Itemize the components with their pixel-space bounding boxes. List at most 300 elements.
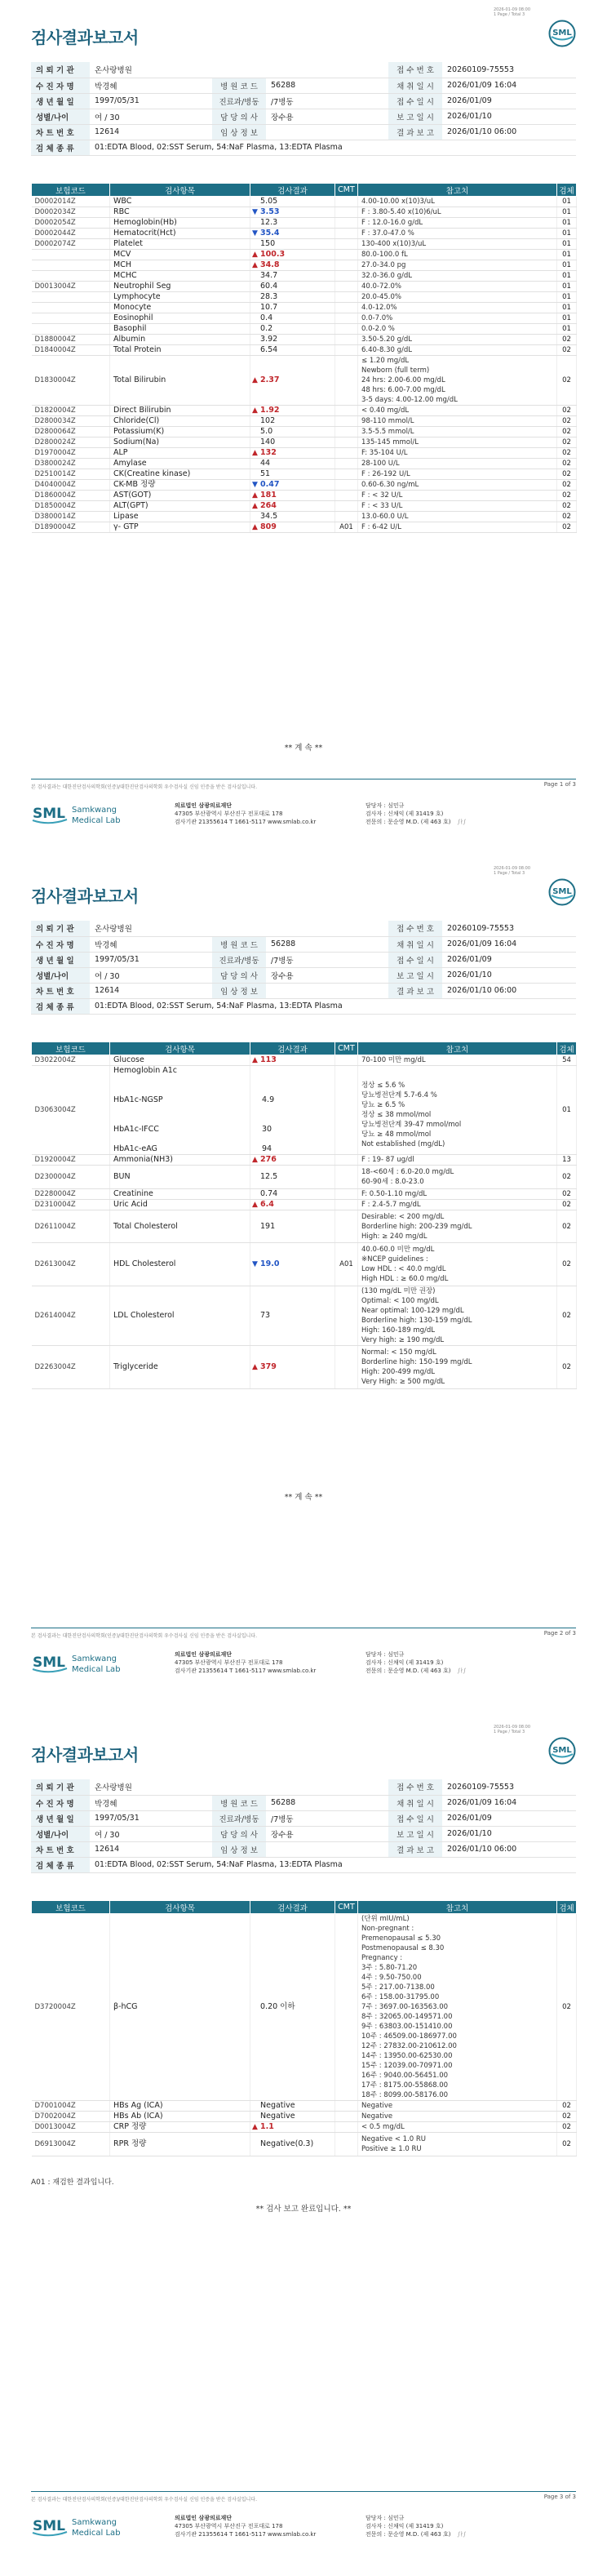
report-page xyxy=(0,0,607,859)
specimen-code: 01 xyxy=(557,303,577,313)
info-label: 결 과 보 고 xyxy=(388,983,442,998)
test-name: CK(Creatine kinase) xyxy=(110,469,250,480)
lab-row xyxy=(32,260,577,271)
info-label: 성별/나이 xyxy=(31,1826,90,1841)
high-arrow-icon: ▲ xyxy=(252,2123,258,2131)
specimen-code: 02 xyxy=(557,416,577,427)
insurance-code xyxy=(32,292,110,303)
print-stamp: 2026-01-09 08:00 1 Page / Total 3 xyxy=(493,866,530,876)
phone: 검사기관 21355614 T 1661-5117 www.smlab.co.kr xyxy=(175,1668,317,1674)
end-note: ** 검사 보고 완료입니다. ** xyxy=(255,2205,352,2214)
column-header: 검사결과 xyxy=(250,184,335,197)
insurance-code: D2614004Z xyxy=(32,1286,110,1346)
reference-range: (단위 mIU/mL) Non-pregnant : Premenopausal ≤ 5.30 Postmenopausal ≤ 8.30 Pregnancy : 3주 : 5.80-71.20 4주 : 9.50-750.00 5주 : 217.00-7138.00 6주 : 158.00-31795.00 7주 : 3697.00-163563.00 8주 : 32065.00-149571.00 9주 : 63803.00-151410.00 10주 : 46509.00-186977.00 12주 : 27832.00-210612.00 14주 : 13950.00-62530.00 15주 : 12039.00-70971.00 16주 : 9040.00-56451.00 17주 : 8175.00-55868.00 18주 : 8099.00-58176.00 xyxy=(358,1914,557,2101)
specimen-code: 02 xyxy=(557,1200,577,1210)
test-name: Uric Acid xyxy=(110,1200,250,1210)
reference-range: 28-100 U/L xyxy=(358,459,557,469)
specimen-code: 02 xyxy=(557,1243,577,1286)
insurance-code: D1920004Z xyxy=(32,1155,110,1166)
insurance-code: D2300004Z xyxy=(32,1166,110,1189)
specimen-code: 01 xyxy=(557,292,577,303)
info-label: 수 진 자 명 xyxy=(31,78,90,93)
page-title: 검사결과보고서 xyxy=(31,886,139,906)
insurance-code xyxy=(32,271,110,282)
reference-range: 6.40-8.30 g/dL xyxy=(358,345,557,356)
lab-row xyxy=(32,427,577,437)
phone: 검사기관 21355614 T 1661-5117 www.smlab.co.kr xyxy=(175,819,317,825)
info-label: 성별/나이 xyxy=(31,109,90,124)
test-result: 6.54 xyxy=(250,345,335,356)
specimen-code: 02 xyxy=(557,501,577,512)
column-header: 보험코드 xyxy=(32,184,110,197)
info-label: 수 진 자 명 xyxy=(31,936,90,952)
lab-row xyxy=(32,282,577,292)
reference-range: Negative xyxy=(358,2101,557,2112)
test-name: Ammonia(NH3) xyxy=(110,1155,250,1166)
test-name: BUN xyxy=(110,1166,250,1189)
test-result: 12.5 xyxy=(250,1166,335,1189)
cmt-code xyxy=(335,469,358,480)
test-result: 150 xyxy=(250,239,335,250)
cmt-code xyxy=(335,1346,358,1389)
insurance-code: D0013004Z xyxy=(32,282,110,292)
cmt-code xyxy=(335,345,358,356)
reference-range: 13.0-60.0 U/L xyxy=(358,512,557,522)
info-label: 임 상 정 보 xyxy=(212,983,266,998)
org-name: 의료법인 삼광의료재단 xyxy=(175,802,233,809)
lab-address xyxy=(175,802,316,826)
test-name: Neutrophil Seg xyxy=(110,282,250,292)
logo-text: SML xyxy=(552,1746,572,1755)
info-value: 장수용 xyxy=(266,1826,388,1841)
test-name: HBs Ag (ICA) xyxy=(110,2101,250,2112)
insurance-code: D1830004Z xyxy=(32,356,110,406)
lab-row xyxy=(32,345,577,356)
info-label: 병 원 코 드 xyxy=(212,78,266,93)
sml-logo-icon xyxy=(548,20,576,47)
page-title: 검사결과보고서 xyxy=(31,28,139,47)
info-value: 12614 xyxy=(90,983,212,998)
test-name: Direct Bilirubin xyxy=(110,406,250,416)
brand-bottom: Medical Lab xyxy=(72,816,121,825)
cmt-code xyxy=(335,480,358,491)
test-name: Triglyceride xyxy=(110,1346,250,1389)
staff-1: 담당자 : 심민규 xyxy=(366,802,405,809)
test-result: 28.3 xyxy=(250,292,335,303)
lab-row xyxy=(32,1189,577,1200)
lab-row xyxy=(32,1346,577,1389)
lab-row xyxy=(32,522,577,533)
info-value: 2026/01/09 16:04 xyxy=(442,1795,576,1810)
info-label: 검 체 종 류 xyxy=(31,998,90,1014)
specimen-code: 02 xyxy=(557,1189,577,1200)
info-label: 보 고 일 시 xyxy=(388,109,442,124)
low-arrow-icon: ▼ xyxy=(252,1260,258,1268)
cmt-code xyxy=(335,2133,358,2156)
cmt-code xyxy=(335,282,358,292)
high-arrow-icon: ▲ xyxy=(252,1201,258,1209)
lab-row xyxy=(32,229,577,239)
patient-info-table xyxy=(31,62,576,156)
reference-range: 98-110 mmol/L xyxy=(358,416,557,427)
insurance-code: D1890004Z xyxy=(32,522,110,533)
cmt-code xyxy=(335,2122,358,2133)
specimen-code: 02 xyxy=(557,1166,577,1189)
test-name: Chloride(Cl) xyxy=(110,416,250,427)
reference-range: F : 26-192 U/L xyxy=(358,469,557,480)
specimen-code: 02 xyxy=(557,1914,577,2101)
insurance-code: D1840004Z xyxy=(32,345,110,356)
samkwang-logo-icon xyxy=(31,2512,129,2542)
info-value: 장수용 xyxy=(266,109,388,124)
test-result: ▲ 100.3 xyxy=(250,250,335,260)
test-result: ▲ 809 xyxy=(250,522,335,533)
test-result: ▲ 34.8 xyxy=(250,260,335,271)
test-result: 60.4 xyxy=(250,282,335,292)
test-name: AST(GOT) xyxy=(110,491,250,501)
cmt-note: A01 : 재검한 결과입니다. xyxy=(31,2178,114,2187)
insurance-code: D1860004Z xyxy=(32,491,110,501)
cmt-code xyxy=(335,491,358,501)
info-value: 20260109-75553 xyxy=(442,921,576,936)
svg-text:SML: SML xyxy=(33,1654,65,1671)
test-result: 5.05 xyxy=(250,197,335,207)
lab-row xyxy=(32,218,577,229)
cmt-code xyxy=(335,2101,358,2112)
report-page xyxy=(0,859,607,1717)
print-stamp: 2026-01-09 08:00 1 Page / Total 3 xyxy=(493,7,530,17)
test-name: Sodium(Na) xyxy=(110,437,250,448)
page-footer xyxy=(31,800,576,829)
reference-range: F : 3.80-5.40 x(10)6/uL xyxy=(358,207,557,218)
staff-3: 전문의 : 문순영 M.D. (제 463 호) xyxy=(366,2531,451,2538)
staff-1: 담당자 : 심민규 xyxy=(366,2515,405,2521)
samkwang-logo-icon xyxy=(31,1649,129,1678)
lab-address xyxy=(175,1650,316,1675)
specimen-code: 02 xyxy=(557,1286,577,1346)
insurance-code xyxy=(32,260,110,271)
lab-row xyxy=(32,1055,577,1066)
cmt-code xyxy=(335,229,358,239)
cmt-code xyxy=(335,437,358,448)
specimen-types: 01:EDTA Blood, 02:SST Serum, 54:NaF Plasma, 13:EDTA Plasma xyxy=(90,1857,576,1872)
lab-row xyxy=(32,1166,577,1189)
lab-row xyxy=(32,480,577,491)
info-label: 접 수 일 시 xyxy=(388,93,442,109)
specimen-code: 01 xyxy=(557,218,577,229)
reference-range: 40.0-72.0% xyxy=(358,282,557,292)
info-label: 진료과/병동 xyxy=(212,952,266,967)
test-name: Lipase xyxy=(110,512,250,522)
insurance-code: D7001004Z xyxy=(32,2101,110,2112)
address: 47305 부산광역시 부산진구 전포대로 178 xyxy=(175,811,283,817)
staff-2: 검사자 : 신채익 (제 31419 호) xyxy=(366,811,444,817)
info-value: 여 / 30 xyxy=(90,967,212,983)
info-label: 접 수 일 시 xyxy=(388,1810,442,1826)
cmt-code xyxy=(335,512,358,522)
column-header: 검체 xyxy=(557,184,577,197)
disclaimer: 본 검사결과는 대한진단검사의학회(인증)/대한진단검사의학회 우수검사실 신임 인증을 받은 검사실입니다. xyxy=(31,779,576,790)
cmt-code xyxy=(335,1200,358,1210)
info-label: 검 체 종 류 xyxy=(31,140,90,155)
test-name: Lymphocyte xyxy=(110,292,250,303)
high-arrow-icon: ▲ xyxy=(252,1363,258,1371)
test-result: ▲ 6.4 xyxy=(250,1200,335,1210)
cmt-code xyxy=(335,271,358,282)
lab-row xyxy=(32,2122,577,2133)
info-label: 수 진 자 명 xyxy=(31,1795,90,1810)
test-name: CK-MB 정량 xyxy=(110,480,250,491)
specimen-code: 02 xyxy=(557,345,577,356)
high-arrow-icon: ▲ xyxy=(252,406,258,415)
lab-row xyxy=(32,2101,577,2112)
test-result: 0.2 xyxy=(250,324,335,335)
test-name: Potassium(K) xyxy=(110,427,250,437)
info-value: 장수용 xyxy=(266,967,388,983)
reference-range: ≤ 1.20 mg/dL Newborn (full term) 24 hrs: 2.00-6.00 mg/dL 48 hrs: 6.00-7.00 mg/dL 3-5 days: 4.00-12.00 mg/dL xyxy=(358,356,557,406)
test-name: RBC xyxy=(110,207,250,218)
lab-results-table xyxy=(31,1900,577,2156)
specimen-code: 02 xyxy=(557,512,577,522)
reference-range: 0.0-7.0% xyxy=(358,313,557,324)
info-value: 20260109-75553 xyxy=(442,1779,576,1795)
sml-logo-icon xyxy=(548,1737,576,1765)
lab-row xyxy=(32,501,577,512)
specimen-code: 02 xyxy=(557,2133,577,2156)
info-label: 접 수 번 호 xyxy=(388,1779,442,1795)
staff-2: 검사자 : 신채익 (제 31419 호) xyxy=(366,2523,444,2529)
low-arrow-icon: ▼ xyxy=(252,208,258,216)
info-label: 채 취 일 시 xyxy=(388,1795,442,1810)
cmt-code xyxy=(335,324,358,335)
high-arrow-icon: ▲ xyxy=(252,491,258,500)
reference-range: F: 0.50-1.10 mg/dL xyxy=(358,1189,557,1200)
lab-row xyxy=(32,356,577,406)
specimen-code: 02 xyxy=(557,2112,577,2122)
info-value xyxy=(266,124,388,140)
column-header: 검사항목 xyxy=(110,184,250,197)
page-number: Page 2 of 3 xyxy=(543,1630,576,1637)
staff-3: 전문의 : 문순영 M.D. (제 463 호) xyxy=(366,819,451,825)
lab-row xyxy=(32,1155,577,1166)
test-result: Negative xyxy=(250,2101,335,2112)
lab-row xyxy=(32,459,577,469)
column-header: 참고치 xyxy=(358,184,557,197)
insurance-code: D3720004Z xyxy=(32,1914,110,2101)
specimen-code: 13 xyxy=(557,1155,577,1166)
lab-row xyxy=(32,335,577,345)
lab-row xyxy=(32,1200,577,1210)
column-header: 검사항목 xyxy=(110,1901,250,1914)
address: 47305 부산광역시 부산진구 전포대로 178 xyxy=(175,2523,283,2529)
test-name: Creatinine xyxy=(110,1189,250,1200)
info-value: 2026/01/10 xyxy=(442,1826,576,1841)
test-result: 102 xyxy=(250,416,335,427)
reference-range: < 0.5 mg/dL xyxy=(358,2122,557,2133)
cmt-code xyxy=(335,501,358,512)
lab-row xyxy=(32,324,577,335)
insurance-code: D3800014Z xyxy=(32,512,110,522)
specimen-code: 02 xyxy=(557,459,577,469)
specimen-code: 01 xyxy=(557,260,577,271)
test-result: 73 xyxy=(250,1286,335,1346)
test-result: 34.5 xyxy=(250,512,335,522)
column-header: CMT xyxy=(335,1042,358,1055)
info-label: 의 뢰 기 관 xyxy=(31,1779,90,1795)
logo-text: SML xyxy=(552,887,572,896)
continue-note: ** 계 속 ** xyxy=(284,1493,323,1502)
reference-range: F : 2.4-5.7 mg/dL xyxy=(358,1200,557,1210)
test-name: Amylase xyxy=(110,459,250,469)
lab-row xyxy=(32,2133,577,2156)
info-value: 온사랑병원 xyxy=(90,921,212,936)
brand-bottom: Medical Lab xyxy=(72,2529,121,2538)
specimen-code: 01 xyxy=(557,229,577,239)
reference-range: 80.0-100.0 fL xyxy=(358,250,557,260)
test-name: γ- GTP xyxy=(110,522,250,533)
insurance-code: D0002014Z xyxy=(32,197,110,207)
reference-range: 4.00-10.00 x(10)3/uL xyxy=(358,197,557,207)
info-value: /7병동 xyxy=(266,952,388,967)
specimen-code: 02 xyxy=(557,1346,577,1389)
reference-range: Negative < 1.0 RU Positive ≥ 1.0 RU xyxy=(358,2133,557,2156)
info-value: 56288 xyxy=(266,936,388,952)
test-result: 10.7 xyxy=(250,303,335,313)
info-label: 의 뢰 기 관 xyxy=(31,62,90,78)
cmt-code: A01 xyxy=(335,522,358,533)
info-value: 2026/01/09 xyxy=(442,1810,576,1826)
column-header: CMT xyxy=(335,184,358,197)
specimen-code: 02 xyxy=(557,1210,577,1243)
high-arrow-icon: ▲ xyxy=(252,376,258,384)
reference-range: F : < 32 U/L xyxy=(358,491,557,501)
lab-row xyxy=(32,1286,577,1346)
specimen-code: 02 xyxy=(557,522,577,533)
high-arrow-icon: ▲ xyxy=(252,1056,258,1064)
high-arrow-icon: ▲ xyxy=(252,523,258,531)
specimen-code: 02 xyxy=(557,448,577,459)
test-name: Hemoglobin(Hb) xyxy=(110,218,250,229)
insurance-code xyxy=(32,313,110,324)
cmt-code xyxy=(335,218,358,229)
info-label: 병 원 코 드 xyxy=(212,1795,266,1810)
cmt-code: A01 xyxy=(335,1243,358,1286)
lab-row xyxy=(32,250,577,260)
test-name: ALP xyxy=(110,448,250,459)
test-result: ▼ 0.47 xyxy=(250,480,335,491)
lab-row xyxy=(32,1066,577,1155)
cmt-code xyxy=(335,1055,358,1066)
insurance-code: D2800034Z xyxy=(32,416,110,427)
test-result: 34.7 xyxy=(250,271,335,282)
info-value: /7병동 xyxy=(266,93,388,109)
cmt-code xyxy=(335,2112,358,2122)
reference-range: 27.0-34.0 pg xyxy=(358,260,557,271)
column-header: 검체 xyxy=(557,1042,577,1055)
info-label: 검 체 종 류 xyxy=(31,1857,90,1872)
high-arrow-icon: ▲ xyxy=(252,502,258,510)
test-result: ▲ 1.92 xyxy=(250,406,335,416)
insurance-code: D0002044Z xyxy=(32,229,110,239)
cmt-code xyxy=(335,335,358,345)
brand-top: Samkwang xyxy=(72,1654,117,1663)
info-label: 임 상 정 보 xyxy=(212,124,266,140)
test-name: MCHC xyxy=(110,271,250,282)
cmt-code xyxy=(335,1066,358,1155)
test-name: MCV xyxy=(110,250,250,260)
reference-range: 135-145 mmol/L xyxy=(358,437,557,448)
info-label: 진료과/병동 xyxy=(212,93,266,109)
specimen-code: 02 xyxy=(557,427,577,437)
reference-range: 32.0-36.0 g/dL xyxy=(358,271,557,282)
reference-range: 정상 ≤ 5.6 % 당뇨병전단계 5.7-6.4 % 당뇨 ≥ 6.5 % 정상 ≤ 38 mmol/mol 당뇨병전단계 39-47 mmol/mol 당뇨 ≥ 48 mmol/mol Not established (mg/dL) xyxy=(358,1066,557,1155)
info-label: 담 당 의 사 xyxy=(212,1826,266,1841)
info-value: 1997/05/31 xyxy=(90,952,212,967)
info-label: 보 고 일 시 xyxy=(388,967,442,983)
test-name: Basophil xyxy=(110,324,250,335)
insurance-code: D2800024Z xyxy=(32,437,110,448)
low-arrow-icon: ▼ xyxy=(252,229,258,238)
info-label: 진료과/병동 xyxy=(212,1810,266,1826)
info-label: 생 년 월 일 xyxy=(31,1810,90,1826)
cmt-code xyxy=(335,406,358,416)
test-result: 51 xyxy=(250,469,335,480)
high-arrow-icon: ▲ xyxy=(252,449,258,457)
reference-range: 0.0-2.0 % xyxy=(358,324,557,335)
info-value: 2026/01/09 xyxy=(442,952,576,967)
cmt-code xyxy=(335,197,358,207)
insurance-code: D2280004Z xyxy=(32,1189,110,1200)
cmt-code xyxy=(335,239,358,250)
lab-row xyxy=(32,416,577,427)
lab-results-table xyxy=(31,183,577,533)
reference-range: 4.0-12.0% xyxy=(358,303,557,313)
specimen-code: 01 xyxy=(557,271,577,282)
specimen-code: 02 xyxy=(557,480,577,491)
report-page xyxy=(0,1717,607,2576)
info-value: 2026/01/09 xyxy=(442,93,576,109)
test-name: Total Cholesterol xyxy=(110,1210,250,1243)
reference-range: 40.0-60.0 미만 mg/dL ※NCEP guidelines : Low HDL : < 40.0 mg/dL High HDL : ≥ 60.0 mg/dL xyxy=(358,1243,557,1286)
specimen-code: 02 xyxy=(557,406,577,416)
info-value: 1997/05/31 xyxy=(90,93,212,109)
info-value: 온사랑병원 xyxy=(90,1779,212,1795)
high-arrow-icon: ▲ xyxy=(252,1156,258,1164)
insurance-code: D0002074Z xyxy=(32,239,110,250)
low-arrow-icon: ▼ xyxy=(252,481,258,489)
test-result: 4.9 30 94 xyxy=(250,1066,335,1155)
test-result: 12.3 xyxy=(250,218,335,229)
disclaimer: 본 검사결과는 대한진단검사의학회(인증)/대한진단검사의학회 우수검사실 신임 인증을 받은 검사실입니다. xyxy=(31,2491,576,2503)
info-value xyxy=(266,1841,388,1857)
cmt-code xyxy=(335,1286,358,1346)
cmt-code xyxy=(335,356,358,406)
insurance-code: D2613004Z xyxy=(32,1243,110,1286)
specimen-code: 02 xyxy=(557,2101,577,2112)
insurance-code: D1970004Z xyxy=(32,448,110,459)
org-name: 의료법인 삼광의료재단 xyxy=(175,2515,233,2521)
specimen-code: 02 xyxy=(557,469,577,480)
lab-row xyxy=(32,437,577,448)
page-number: Page 3 of 3 xyxy=(543,2494,576,2500)
org-name: 의료법인 삼광의료재단 xyxy=(175,1651,233,1658)
insurance-code: D7002004Z xyxy=(32,2112,110,2122)
test-result: 191 xyxy=(250,1210,335,1243)
svg-text:SML: SML xyxy=(33,806,65,822)
page-footer xyxy=(31,1649,576,1678)
test-result: 3.92 xyxy=(250,335,335,345)
cmt-code xyxy=(335,250,358,260)
